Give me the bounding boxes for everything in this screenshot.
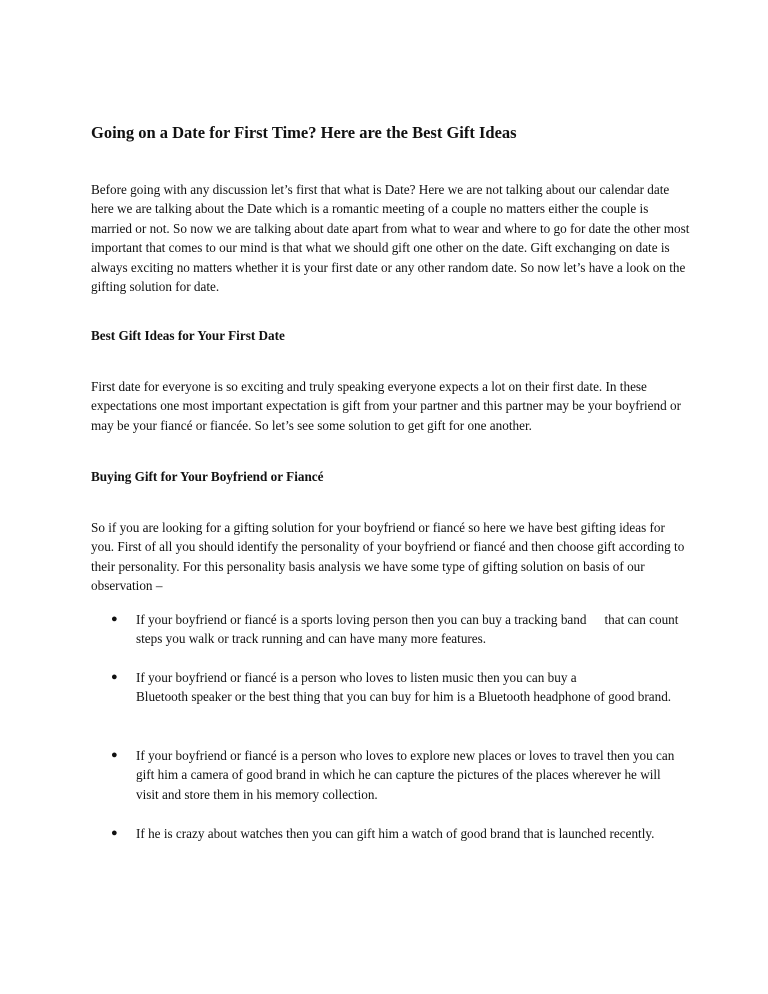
list-item — [91, 824, 691, 843]
section-heading-boyfriend: Buying Gift for Your Boyfriend or Fiancé — [91, 469, 324, 484]
bullet-dot-icon: ● — [111, 749, 118, 761]
list-item-text: If your boyfriend or fiancé is a person who loves to explore new places or loves to travel then you can gift him a camera of good brand in which he can capture the pictures of the places wherever he will visit and store them in his memory collection. — [136, 748, 675, 802]
first-date-paragraph: First date for everyone is so exciting and truly speaking everyone expects a lot on their first date. In these expectations one most important expectation is gift from your partner and this partner may be your boyfriend or may be your fiancé or fiancée. So let’s see some solution to get gift for one another. — [91, 379, 681, 433]
bullet-dot-icon: ● — [111, 671, 118, 683]
list-item-text — [136, 610, 681, 649]
list-item — [91, 746, 691, 804]
list-item-text — [136, 668, 681, 707]
list-item-text-part: Bluetooth speaker or the best thing that you can buy for him is a Bluetooth headphone of good brand. — [136, 689, 672, 705]
list-item-text: If he is crazy about watches then you can gift him a watch of good brand that is launched recently. — [136, 826, 655, 841]
list-item-text-part: If your boyfriend or fiancé is a person who loves to listen music then you can buy a — [136, 670, 577, 685]
intro-paragraph: Before going with any discussion let’s first that what is Date? Here we are not talking about our calendar date here we are talking about the Date which is a romantic meeting of a couple no matters either the couple is married or not. So now we are talking about date apart from what to wear and where to go for date the other most important that comes to our mind is that what we should gift one other on the date. Gift exchanging on date is always exciting no matters whether it is your first date or any other random date. So now let’s have a look on the gifting solution for date. — [91, 182, 690, 295]
section-heading-first-date: Best Gift Ideas for Your First Date — [91, 328, 285, 343]
list-item — [91, 610, 691, 649]
boyfriend-paragraph: So if you are looking for a gifting solution for your boyfriend or fiancé so here we have best gifting ideas for you. First of all you should identify the personality of your boyfriend or fiancé and then choose gift according to their personality. For this personality basis analysis we have some type of gifting solution on basis of our observation – — [91, 520, 685, 594]
list-item-text-part: If your boyfriend or fiancé is a sports loving person then you can buy a tracking band — [136, 612, 587, 627]
list-item — [91, 668, 691, 707]
document-title: Going on a Date for First Time? Here are the Best Gift Ideas — [91, 123, 517, 142]
bullet-dot-icon: ● — [111, 827, 118, 839]
bullet-dot-icon: ● — [111, 613, 118, 625]
list-item-text-part: that can count steps you walk or track running and can have many more features. — [136, 612, 679, 647]
